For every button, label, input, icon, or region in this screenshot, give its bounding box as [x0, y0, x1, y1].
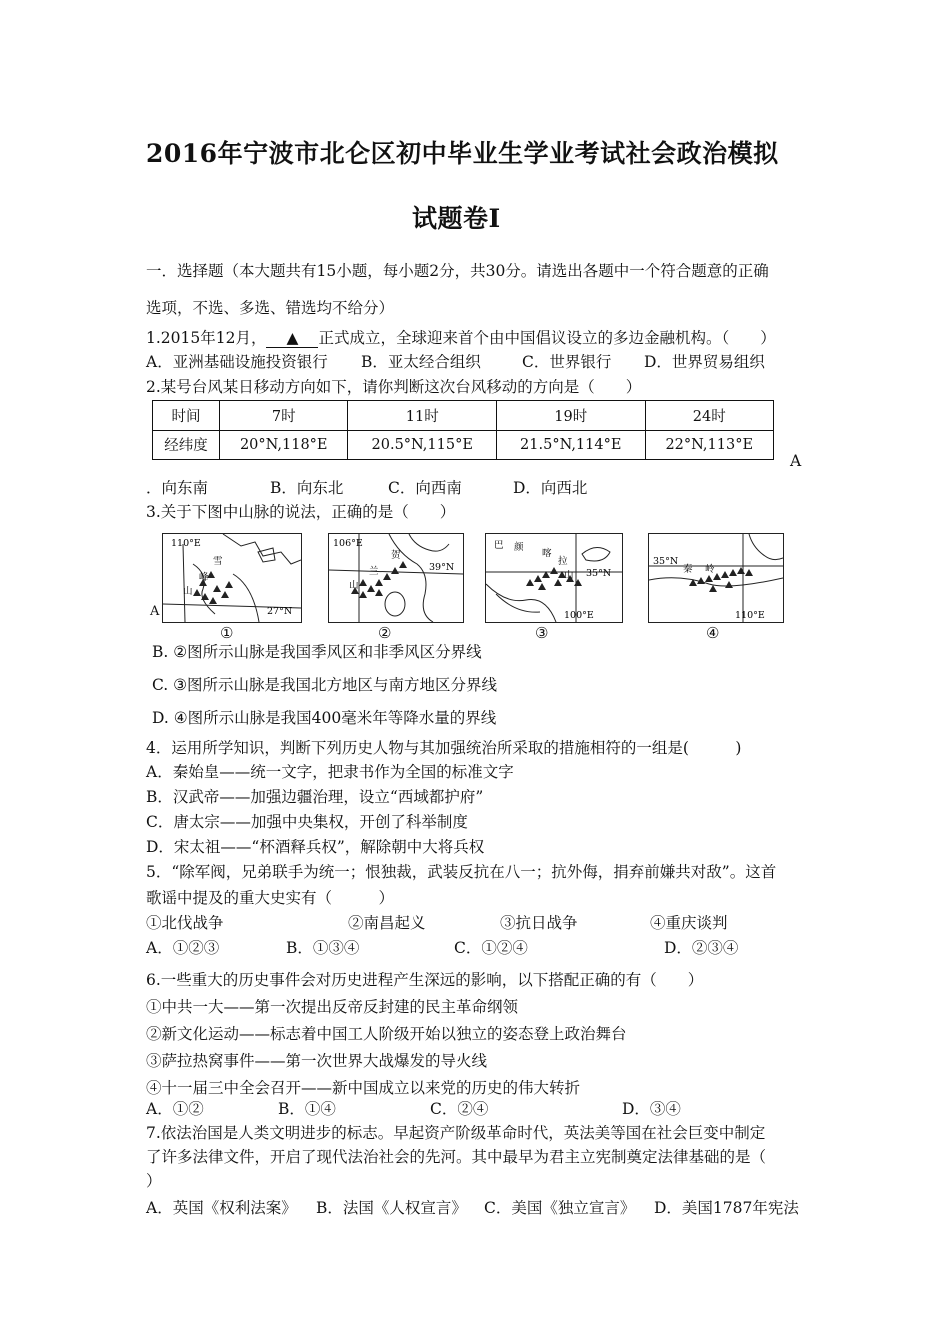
q6-item-1: ①中共一大——第一次提出反帝反封建的民主革命纲领 [146, 998, 519, 1016]
q1-option-a: A．亚洲基础设施投资银行 [146, 353, 328, 371]
question-5-stem-cont: 歌谣中提及的重大史实有（ ） [146, 889, 395, 907]
table-row [153, 401, 774, 431]
map-label: 雪 [213, 556, 223, 567]
page-subtitle: 试题卷Ⅰ [412, 204, 501, 233]
q4-option-b: B．汉武帝——加强边疆治理，设立“西域都护府” [146, 788, 484, 806]
q3-option-c: C. ③图所示山脉是我国北方地区与南方地区分界线 [152, 676, 498, 694]
q7-option-b: B．法国《人权宣言》 [316, 1199, 467, 1217]
q5-item-1: ①北伐战争 [146, 914, 224, 932]
map-label: 100°E [564, 610, 594, 621]
q5-option-a: A．①②③ [146, 939, 220, 957]
q5-option-b: B．①③④ [286, 939, 360, 957]
map-illustration [329, 534, 463, 622]
question-7-stem: 7.依法治国是人类文明进步的标志。早起资产阶级革命时代，英法美等国在社会巨变中制定 [146, 1124, 766, 1142]
map-label: 110°E [171, 538, 201, 549]
q7-option-a: A．英国《权利法案》 [146, 1199, 297, 1217]
section-instructions: 一．选择题（本大题共有15小题，每小题2分，共30分。请选出各题中一个符合题意的正确 [146, 262, 769, 280]
q6-item-2: ②新文化运动——标志着中国工人阶级开始以独立的姿态登上政治舞台 [146, 1025, 627, 1043]
map-label: 山 [183, 586, 193, 597]
question-7-stem-end: ） [146, 1172, 162, 1190]
map-helan [328, 533, 464, 623]
typhoon-table [152, 400, 774, 460]
table-cell: 20.5°N,115°E [348, 430, 497, 460]
q2-option-a: ．向东南 [146, 479, 209, 497]
map-label: 110°E [735, 610, 765, 621]
q1-option-c: C．世界银行 [522, 353, 612, 371]
map-illustration [486, 534, 622, 622]
question-6-stem: 6.一些重大的历史事件会对历史进程产生深远的影响，以下搭配正确的有（ ） [146, 971, 704, 989]
q3-option-b: B. ②图所示山脉是我国季风区和非季风区分界线 [152, 643, 482, 661]
q4-option-a: A．秦始皇——统一文字，把隶书作为全国的标准文字 [146, 763, 514, 781]
question-4-stem: 4．运用所学知识，判断下列历史人物与其加强统治所采取的措施相符的一组是( ) [146, 739, 742, 757]
table-header-cell: 19时 [496, 401, 645, 431]
q2-option-d: D．向西北 [513, 479, 588, 497]
map-label: 颜 [514, 542, 524, 553]
page-title: 2016年宁波市北仑区初中毕业生学业考试社会政治模拟 [146, 139, 779, 168]
q4-option-d: D．宋太祖——“杯酒释兵权”，解除朝中大将兵权 [146, 838, 485, 856]
map-label: 喀 [542, 548, 552, 559]
table-cell: 22°N,113°E [645, 430, 774, 460]
section-instructions-cont: 选项，不选、多选、错选均不给分） [146, 299, 395, 317]
table-row [153, 430, 774, 460]
map-number-4: ④ [706, 624, 720, 642]
map-number-3: ③ [535, 624, 549, 642]
question-3-stem: 3.关于下图中山脉的说法，正确的是（ ） [146, 503, 456, 521]
map-illustration [649, 534, 783, 622]
q5-item-3: ③抗日战争 [500, 914, 578, 932]
q2-option-b: B．向东北 [270, 479, 344, 497]
q6-option-c: C．②④ [430, 1100, 489, 1118]
map-qinling [648, 533, 784, 623]
question-2-stem: 2.某号台风某日移动方向如下，请你判断这次台风移动的方向是（ ） [146, 378, 642, 396]
q6-item-3: ③萨拉热窝事件——第一次世界大战爆发的导火线 [146, 1052, 488, 1070]
map-label: 拉 [558, 556, 568, 567]
table-cell: 20°N,118°E [220, 430, 348, 460]
table-header-cell: 7时 [220, 401, 348, 431]
question-1-stem: 1.2015年12月， ▲ 正式成立，全球迎来首个由中国倡议设立的多边金融机构。（ ） [146, 329, 776, 347]
map-number-1: ① [220, 624, 234, 642]
map-label: 岭 [705, 564, 715, 575]
table-header-cell: 时间 [153, 401, 220, 431]
map-number-2: ② [378, 624, 392, 642]
q6-option-d: D．③④ [622, 1100, 681, 1118]
map-label: 山 [564, 570, 574, 581]
q5-item-4: ④重庆谈判 [650, 914, 728, 932]
map-label: 秦 [683, 564, 693, 575]
map-label: 峰 [199, 572, 209, 583]
q4-option-c: C．唐太宗——加强中央集权，开创了科举制度 [146, 813, 468, 831]
question-7-stem-cont: 了许多法律文件，开启了现代法治社会的先河。其中最早为君主立宪制奠定法律基础的是（ [146, 1148, 767, 1166]
table-cell: 21.5°N,114°E [496, 430, 645, 460]
map-label: 山 [349, 580, 359, 591]
table-header-cell: 24时 [645, 401, 774, 431]
map-label: 兰 [369, 566, 379, 577]
map-label: 106°E [333, 538, 363, 549]
stray-letter-a: A [150, 604, 160, 619]
q6-option-a: A．①② [146, 1100, 204, 1118]
q3-option-d: D. ④图所示山脉是我国400毫米年等降水量的界线 [152, 709, 497, 727]
table-cell: 经纬度 [153, 430, 220, 460]
map-label: 39°N [429, 562, 455, 573]
q5-option-c: C．①②④ [454, 939, 528, 957]
answer-blank: ▲ [266, 329, 318, 348]
table-header-cell: 11时 [348, 401, 497, 431]
map-label: 35°N [653, 556, 679, 567]
map-bayankala [485, 533, 623, 623]
map-xuefeng [162, 533, 302, 623]
q7-option-d: D．美国1787年宪法 [654, 1199, 799, 1217]
map-label: 27°N [267, 606, 293, 617]
q2-option-c: C．向西南 [388, 479, 462, 497]
q6-option-b: B．①④ [278, 1100, 336, 1118]
q5-option-d: D．②③④ [664, 939, 739, 957]
question-5-stem: 5．“除军阀，兄弟联手为统一；恨独裁，武装反抗在八一；抗外侮，捐弃前嫌共对敌”。这首 [146, 863, 777, 881]
map-label: 巴 [494, 540, 504, 551]
q5-item-2: ②南昌起义 [348, 914, 426, 932]
map-label: 35°N [586, 568, 612, 579]
q1-option-b: B．亚太经合组织 [361, 353, 481, 371]
q1-option-d: D．世界贸易组织 [644, 353, 765, 371]
map-label: 贺 [391, 550, 401, 561]
map-illustration [163, 534, 301, 622]
stray-letter-a: A [790, 452, 802, 470]
q6-item-4: ④十一届三中全会召开——新中国成立以来党的历史的伟大转折 [146, 1079, 581, 1097]
q7-option-c: C．美国《独立宣言》 [484, 1199, 636, 1217]
